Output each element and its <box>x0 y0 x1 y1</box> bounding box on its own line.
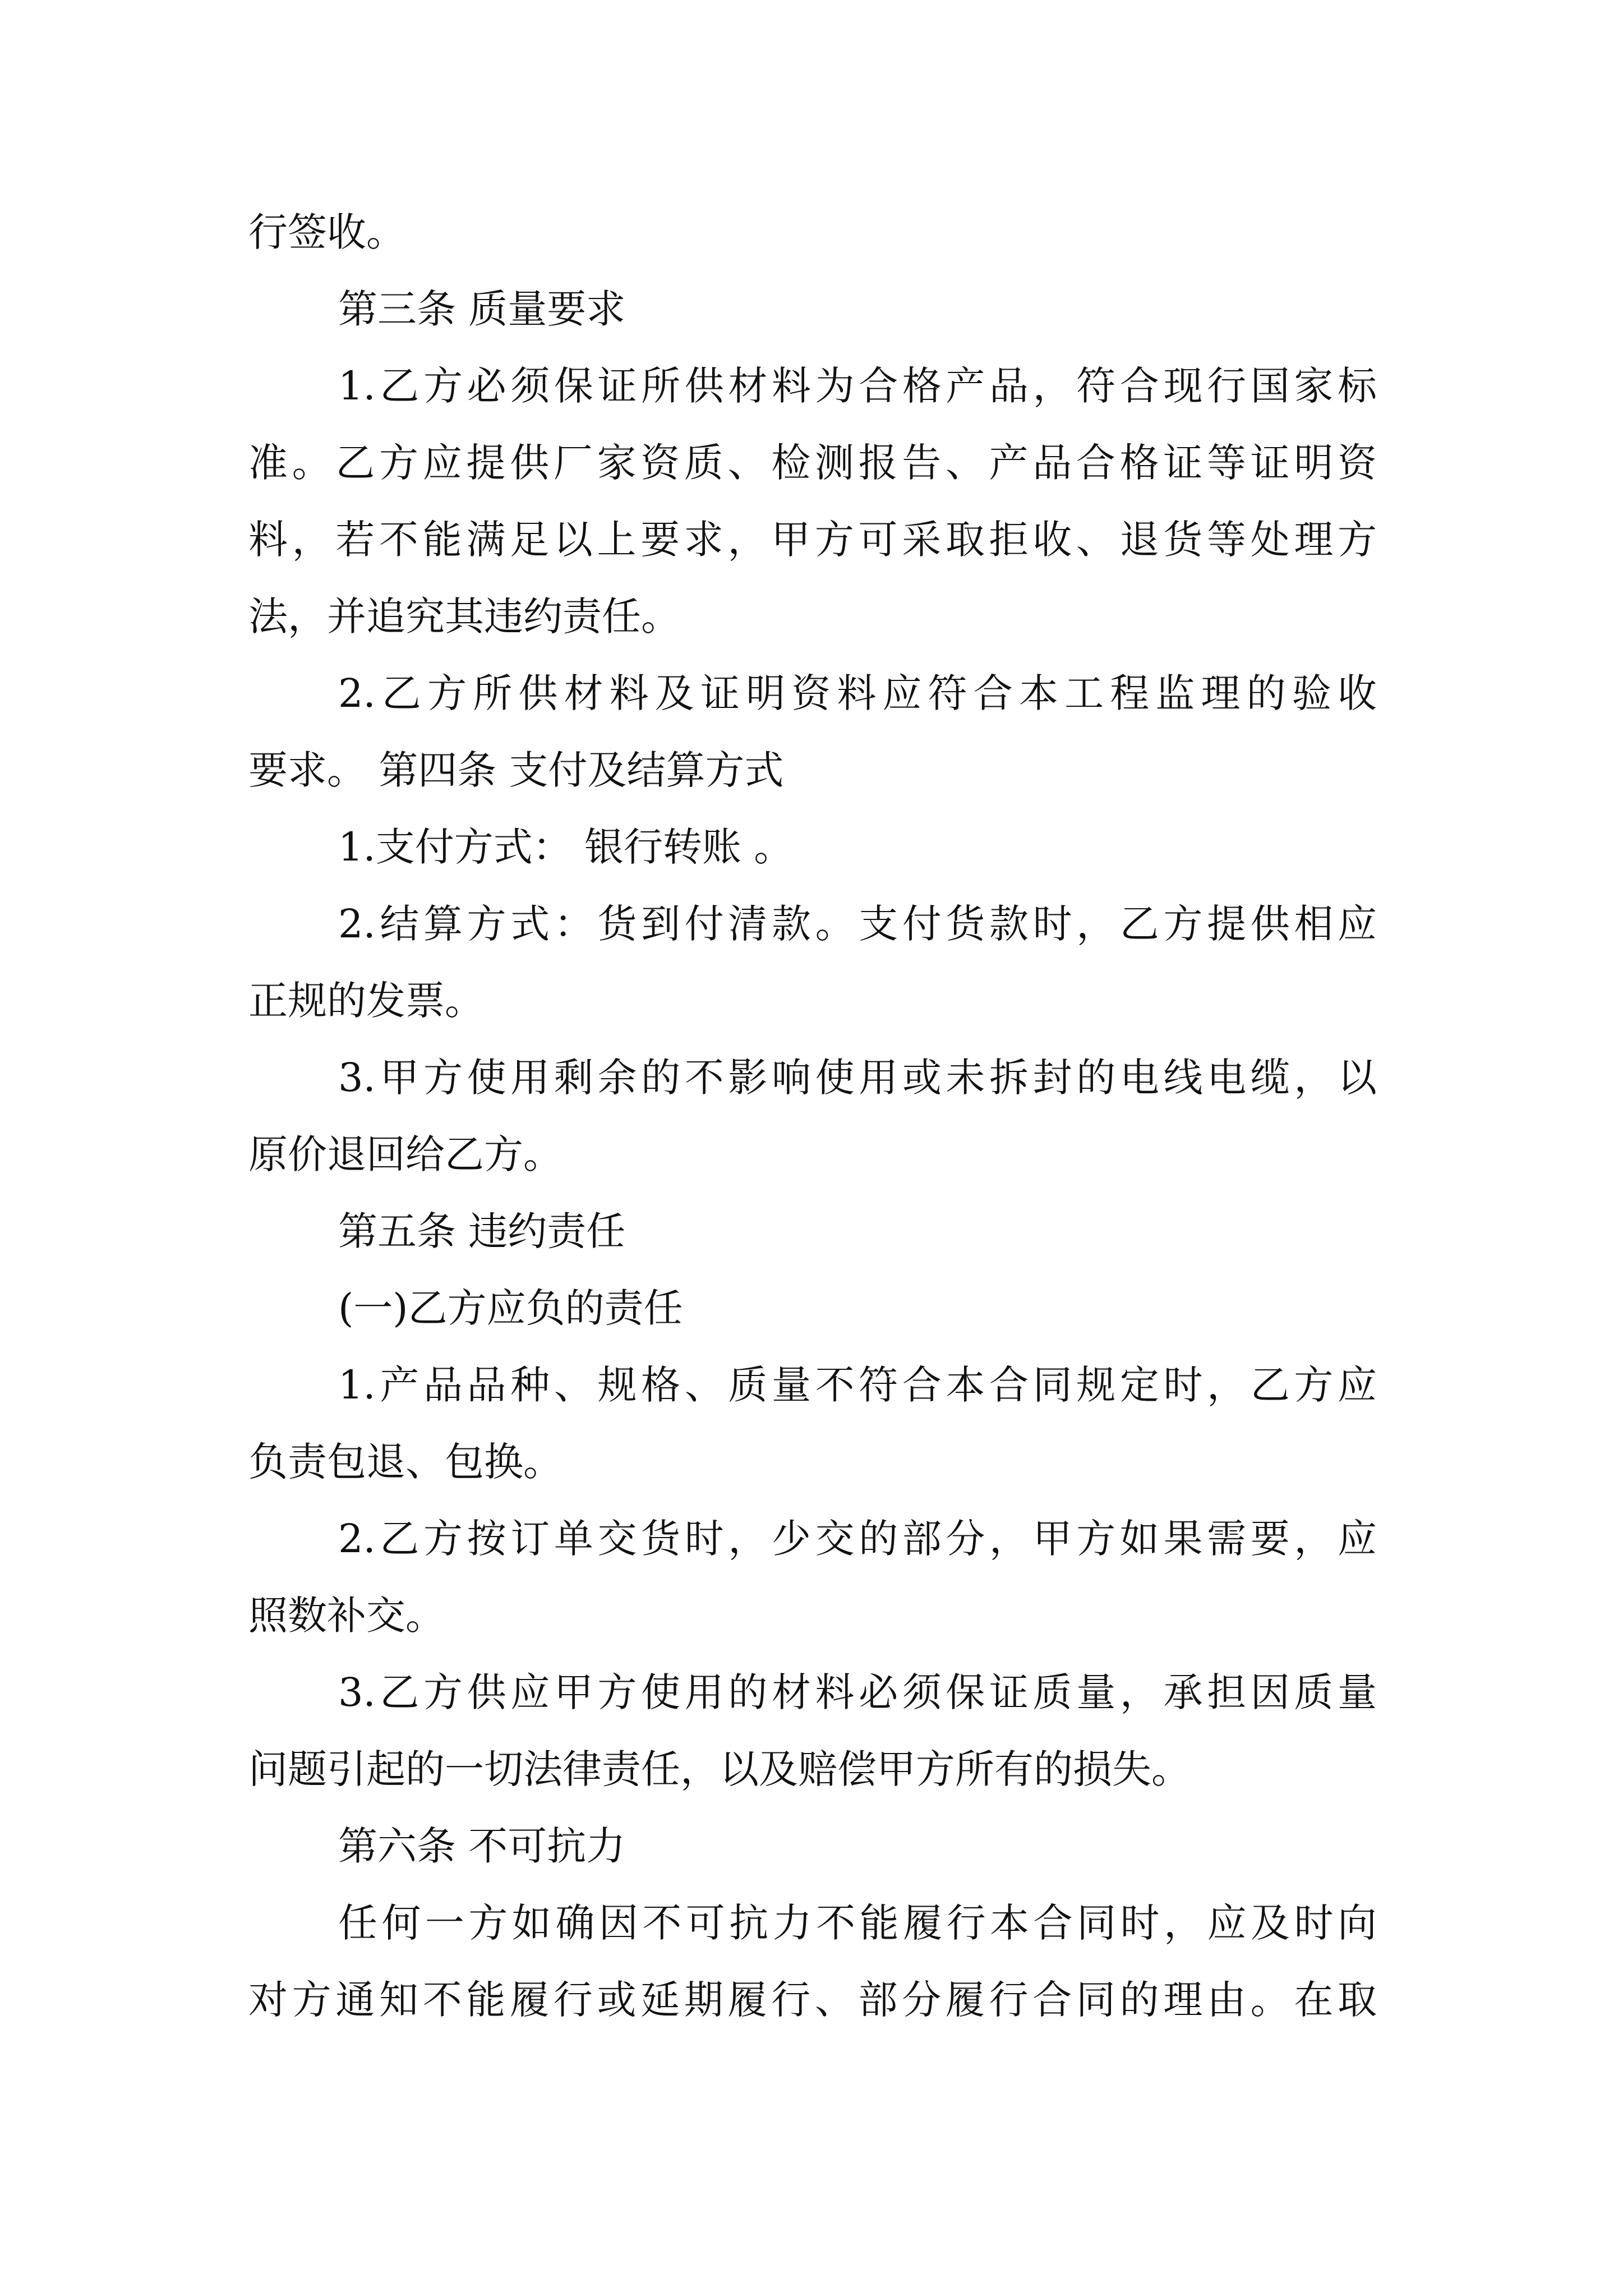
text-line: 1.产品品种、规格、质量不符合本合同规定时，乙方应 <box>338 1362 1377 1408</box>
text-line: 3.乙方供应甲方使用的材料必须保证质量，承担因质量 <box>338 1669 1377 1715</box>
section-heading: 第三条 质量要求 <box>338 286 626 332</box>
text-line: 问题引起的一切法律责任，以及赔偿甲方所有的损失。 <box>248 1746 1191 1792</box>
text-line: 正规的发票。 <box>248 978 484 1024</box>
text-line: 3.甲方使用剩余的不影响使用或未拆封的电线电缆，以 <box>338 1055 1377 1101</box>
subsection-heading: (一)乙方应负的责任 <box>338 1285 683 1331</box>
text-line: 料，若不能满足以上要求，甲方可采取拒收、退货等处理方 <box>248 517 1377 563</box>
text-line: 原价退回给乙方。 <box>248 1131 562 1177</box>
text-line: 2.乙方按订单交货时，少交的部分，甲方如果需要，应 <box>338 1516 1377 1562</box>
text-line: 负责包退、包换。 <box>248 1439 562 1485</box>
text-line: 行签收。 <box>248 209 405 255</box>
text-line: 2.乙方所供材料及证明资料应符合本工程监理的验收 <box>338 670 1377 716</box>
section-heading: 第五条 违约责任 <box>338 1208 626 1254</box>
text-line: 准。乙方应提供厂家资质、检测报告、产品合格证等证明资 <box>248 440 1377 486</box>
text-line: 1.支付方式： 银行转账 。 <box>338 824 794 870</box>
text-line: 对方通知不能履行或延期履行、部分履行合同的理由。在取 <box>248 1977 1377 2023</box>
section-heading: 第六条 不可抗力 <box>338 1823 626 1869</box>
text-line: 法，并追究其违约责任。 <box>248 593 680 639</box>
text-line: 2.结算方式：货到付清款。支付货款时，乙方提供相应 <box>338 901 1377 947</box>
text-line: 照数补交。 <box>248 1593 445 1639</box>
text-line: 任何一方如确因不可抗力不能履行本合同时，应及时向 <box>338 1900 1377 1946</box>
text-line: 1.乙方必须保证所供材料为合格产品，符合现行国家标 <box>338 363 1377 409</box>
text-line: 要求。 第四条 支付及结算方式 <box>248 747 784 793</box>
